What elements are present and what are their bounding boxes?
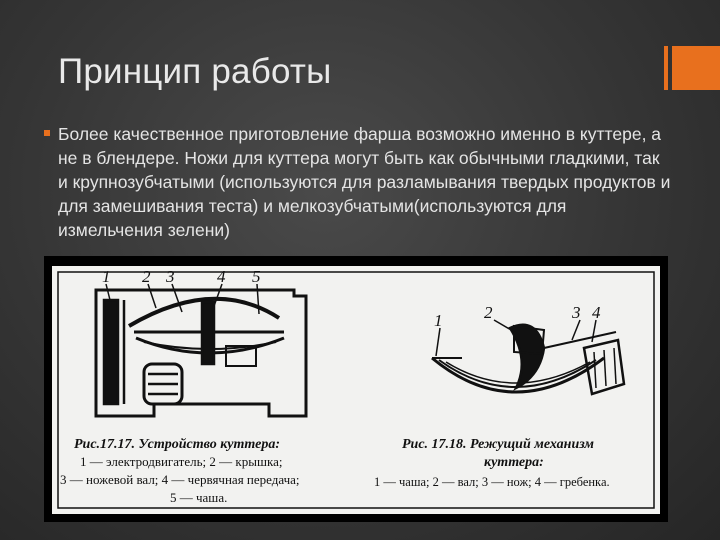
bullet-item	[44, 122, 674, 242]
left-caption-line-1: 1 — электродвигатель; 2 — крышка;	[80, 454, 283, 469]
left-label-2: 2	[142, 267, 151, 286]
cutter-figure	[44, 256, 668, 522]
left-label-1: 1	[102, 267, 111, 286]
bullet-square-icon	[44, 130, 50, 136]
right-label-4: 4	[592, 303, 601, 322]
left-caption-line-2: 3 — ножевой вал; 4 — червячная передача;	[60, 472, 300, 487]
right-caption-title-1: Рис. 17.18. Режущий механизм	[402, 437, 594, 452]
right-caption-title-2: куттера:	[484, 455, 544, 470]
accent-bar-thin	[664, 46, 668, 90]
left-label-3: 3	[166, 267, 175, 286]
slide-title: Принцип работы	[58, 52, 332, 91]
left-label-4: 4	[217, 267, 226, 286]
left-label-5: 5	[252, 267, 261, 286]
left-caption-line-3: 5 — чаша.	[170, 490, 228, 505]
right-label-2: 2	[484, 303, 493, 322]
bullet-text: Более качественное приготовление фарша возможно именно в куттере, а не в блендере. Ножи для куттера могут быть как обычными гладкими, так и крупнозубчатыми (используются для разламывания твердых продуктов и для замешивания теста) и мелкозубчатыми(используются для измельчения зелени)	[58, 124, 671, 240]
right-caption-line: 1 — чаша; 2 — вал; 3 — нож; 4 — гребенка.	[374, 475, 610, 489]
right-label-1: 1	[434, 311, 443, 330]
right-label-3: 3	[572, 303, 581, 322]
accent-bar-thick	[672, 46, 720, 90]
left-caption-title: Рис.17.17. Устройство куттера:	[74, 437, 280, 452]
cutter-illustration	[44, 256, 668, 522]
